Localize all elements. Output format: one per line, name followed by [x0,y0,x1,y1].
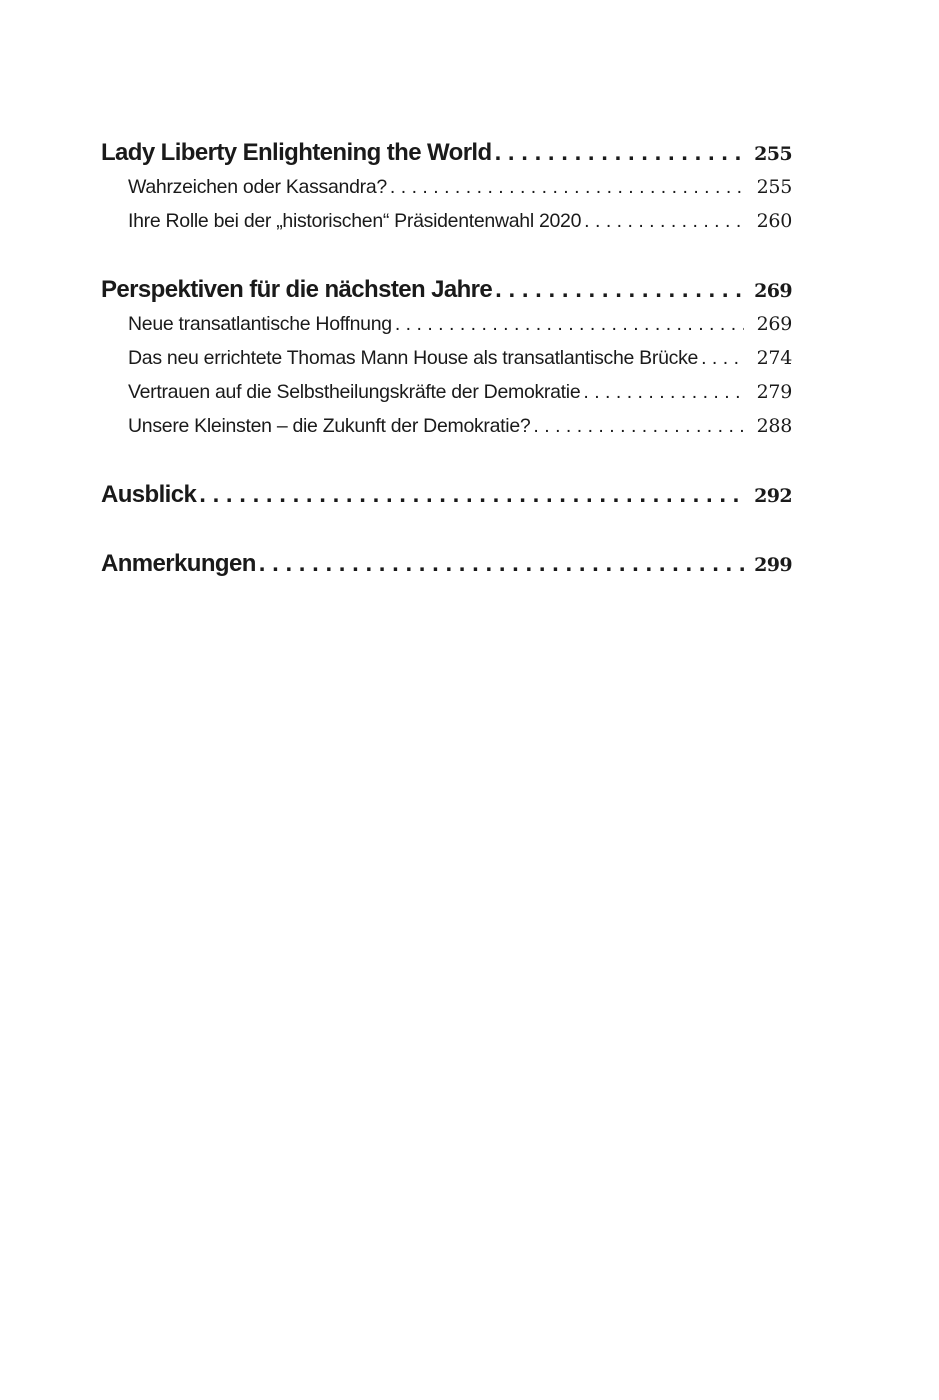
section-title: Wahrzeichen oder Kassandra? [128,176,387,198]
page-number: 299 [754,554,792,576]
toc-chapter[interactable] [101,478,792,512]
chapter-title: Perspektiven für die nächsten Jahre [101,276,493,303]
dot-leader [583,375,744,409]
dot-leader [259,547,744,581]
dot-leader [390,170,744,204]
chapter-title: Lady Liberty Enlightening the World [101,139,492,166]
page-number: 274 [756,347,792,369]
page-number: 255 [756,176,792,198]
spacer [101,443,792,478]
page-number: 260 [756,210,792,232]
dot-leader [533,409,744,443]
page-number: 292 [754,485,792,507]
dot-leader [495,273,744,307]
page-number: 279 [756,381,792,403]
table-of-contents [101,136,792,581]
chapter-title: Anmerkungen [101,550,256,577]
section-title: Unsere Kleinsten – die Zukunft der Demokratie? [128,415,531,437]
dot-leader [395,307,744,341]
chapter-title: Ausblick [101,481,197,508]
toc-section[interactable] [101,170,792,204]
page-number: 288 [756,415,792,437]
spacer [101,512,792,547]
toc-section[interactable] [101,409,792,443]
toc-section[interactable] [101,375,792,409]
page-number: 269 [756,313,792,335]
dot-leader [495,136,744,170]
toc-section[interactable] [101,204,792,238]
spacer [101,238,792,273]
section-title: Neue transatlantische Hoffnung [128,313,392,335]
toc-chapter[interactable] [101,547,792,581]
toc-section[interactable] [101,307,792,341]
dot-leader [199,478,744,512]
section-title: Ihre Rolle bei der „historischen“ Präsidentenwahl 2020 [128,210,582,232]
dot-leader [584,204,744,238]
section-title: Das neu errichtete Thomas Mann House als transatlantische Brücke [128,347,699,369]
page-number: 269 [754,280,792,302]
toc-chapter[interactable] [101,273,792,307]
dot-leader [701,341,744,375]
page-number: 255 [754,143,792,165]
toc-section[interactable] [101,341,792,375]
toc-chapter[interactable] [101,136,792,170]
section-title: Vertrauen auf die Selbstheilungskräfte der Demokratie [128,381,581,403]
